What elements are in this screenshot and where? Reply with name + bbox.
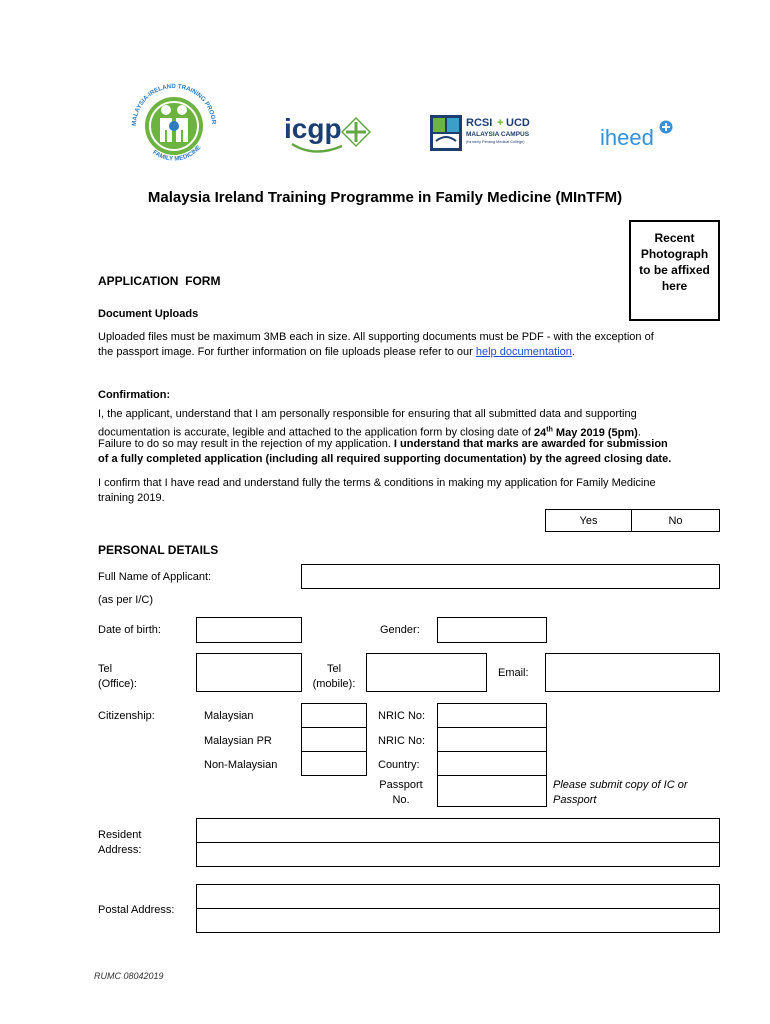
full-name-label: Full Name of Applicant:: [98, 571, 212, 583]
no-option[interactable]: [631, 509, 720, 532]
nric-field-2[interactable]: [437, 727, 547, 752]
photo-box-text: Recent Photograph to be affixed here: [639, 231, 710, 293]
country-label: Country:: [378, 759, 420, 771]
ic-passport-note-2: Passport: [553, 794, 597, 806]
nric-label-2: NRIC No:: [378, 735, 426, 747]
passport-field[interactable]: [437, 775, 547, 807]
rcsi-plus: +: [497, 117, 504, 129]
gender-field[interactable]: [437, 617, 547, 643]
tel-mobile-label-1: Tel: [326, 663, 342, 675]
confirm-line-4: of a fully completed application (including all required supporting documentation) by the agreed closing date.: [98, 453, 672, 465]
passport-label-2: No.: [392, 794, 410, 806]
malaysian-checkbox[interactable]: [301, 703, 367, 728]
uploads-line-1: Uploaded files must be maximum 3MB each in size. All supporting documents must be PDF - with the exception of: [98, 331, 654, 343]
help-documentation-link[interactable]: help documentation: [475, 346, 572, 358]
citizenship-label: Citizenship:: [98, 710, 155, 722]
confirmation-heading: Confirmation:: [98, 389, 171, 401]
as-per-ic-label: (as per I/C): [98, 594, 154, 606]
ic-passport-note-1: Please submit copy of IC or: [553, 779, 688, 791]
malaysian-label: Malaysian: [204, 710, 254, 722]
nric-field-1[interactable]: [437, 703, 547, 728]
application-form-heading: APPLICATION FORM: [98, 274, 221, 288]
closing-date-rest: May 2019 (5pm): [552, 426, 638, 439]
gender-label: Gender:: [380, 624, 420, 636]
passport-label-1: Passport: [379, 779, 423, 791]
photo-box: [629, 220, 720, 321]
confirm-line-1: I, the applicant, understand that I am personally responsible for ensuring that all submitted data and supporting: [98, 408, 637, 420]
iheed-wordmark: iheed: [600, 125, 654, 150]
rcsi-ucd-logo: [430, 113, 548, 155]
closing-date-suffix: th: [546, 426, 553, 433]
tel-office-label-1: Tel: [98, 663, 113, 675]
personal-details-heading: PERSONAL DETAILS: [98, 543, 219, 557]
tel-mobile-label-2: (mobile):: [312, 678, 356, 690]
yes-option[interactable]: [545, 509, 632, 532]
icgp-wordmark: icgp: [284, 113, 342, 144]
dob-field[interactable]: [196, 617, 302, 643]
closing-date-day: 24: [534, 426, 547, 439]
mintfm-ring-bottom-text: FAMILY MEDICINE: [151, 144, 203, 163]
malaysian-pr-checkbox[interactable]: [301, 727, 367, 752]
tel-office-label: [98, 662, 137, 692]
postal-address-field-1[interactable]: [196, 884, 720, 909]
full-name-field[interactable]: [301, 564, 720, 589]
confirm-line-3: [98, 437, 668, 452]
terms-line-1: I confirm that I have read and understand fully the terms & conditions in making my application for Family Medicine: [98, 477, 656, 489]
uploads-line-2-end: .: [571, 346, 575, 358]
document-uploads-heading: Document Uploads: [98, 308, 199, 320]
resident-address-label: [98, 828, 141, 858]
ic-passport-note: [553, 778, 688, 808]
mintfm-logo: [122, 78, 226, 170]
confirm-line-3-bold: I understand that marks are awarded for submission: [393, 438, 668, 450]
resident-address-label-2: Address:: [98, 844, 142, 856]
postal-address-field-2[interactable]: [196, 908, 720, 933]
rcsi-text: RCSI: [466, 117, 493, 129]
tel-office-field[interactable]: [196, 653, 302, 692]
icgp-logo: [284, 110, 374, 156]
resident-address-field-1[interactable]: [196, 818, 720, 843]
confirm-line-3-text: Failure to do so may result in the rejection of my application.: [98, 438, 394, 450]
malaysia-campus-text: MALAYSIA CAMPUS: [466, 131, 530, 138]
resident-address-field-2[interactable]: [196, 842, 720, 867]
malaysian-pr-label: Malaysian PR: [204, 735, 272, 747]
yes-label: Yes: [579, 515, 598, 527]
nric-label-1: NRIC No:: [378, 710, 426, 722]
mintfm-ring-top-text: MALAYSIA-IRELAND TRAINING PROGR: [130, 82, 218, 127]
dob-label: Date of birth:: [98, 624, 161, 636]
iheed-logo: [600, 118, 678, 152]
footer-code: RUMC 08042019: [94, 971, 164, 981]
tel-mobile-label: [306, 662, 362, 692]
no-label: No: [668, 515, 683, 527]
email-label: Email:: [498, 667, 529, 679]
tel-mobile-field[interactable]: [366, 653, 487, 692]
postal-address-label: Postal Address:: [98, 904, 175, 916]
page-title: Malaysia Ireland Training Programme in Family Medicine (MInTFM): [147, 189, 623, 206]
non-malaysian-checkbox[interactable]: [301, 751, 367, 776]
uploads-line-2-text: the passport image. For further information on file uploads please refer to our: [98, 346, 476, 358]
confirm-line-2-end: .: [637, 426, 641, 439]
uploads-line-2: [98, 345, 575, 360]
country-field[interactable]: [437, 751, 547, 776]
terms-line-2: training 2019.: [98, 492, 165, 504]
ucd-text: UCD: [506, 117, 530, 129]
passport-label: [370, 778, 432, 808]
confirm-line-2-text: documentation is accurate, legible and attached to the application form by closing date of: [98, 426, 534, 439]
email-field[interactable]: [545, 653, 720, 692]
tel-office-label-2: (Office):: [98, 678, 137, 690]
resident-address-label-1: Resident: [98, 829, 142, 841]
formerly-text: (formerly Penang Medical College): [466, 140, 525, 144]
non-malaysian-label: Non-Malaysian: [204, 759, 278, 771]
